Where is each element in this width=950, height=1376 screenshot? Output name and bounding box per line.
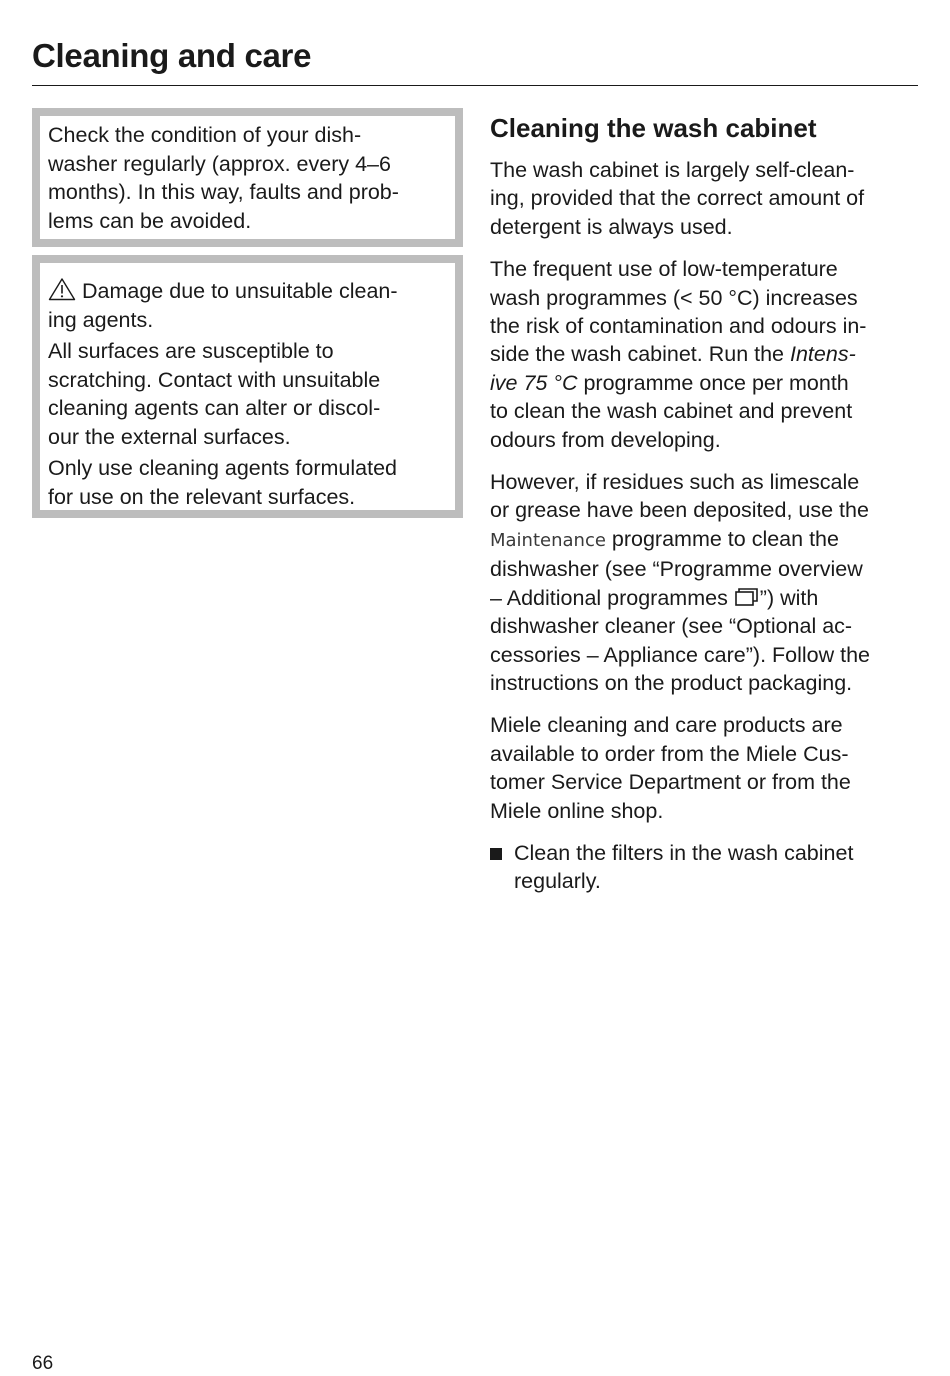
body-paragraph	[490, 255, 922, 454]
body-line: or grease have been deposited, use the	[490, 498, 869, 523]
warning-title	[48, 277, 443, 334]
warning-paragraph	[48, 454, 443, 511]
page-title: Cleaning and care	[32, 37, 312, 74]
body-line: ”) with	[759, 585, 819, 610]
body-line: – Additional programmes	[490, 585, 734, 610]
info-line: lems can be avoided.	[48, 208, 252, 233]
warning-line: scratching. Contact with unsuitable	[48, 367, 381, 392]
info-line: months). In this way, faults and prob-	[48, 180, 399, 204]
warning-line: for use on the relevant surfaces.	[48, 484, 356, 509]
body-line: ing, provided that the correct amount of	[490, 186, 865, 211]
page-number: 66	[32, 1353, 54, 1374]
body-line: programme once per month	[577, 370, 849, 395]
warning-title-line: ing agents.	[48, 307, 154, 332]
section-heading: Cleaning the wash cabinet	[490, 113, 817, 143]
info-box	[32, 108, 463, 247]
body-line: side the wash cabinet. Run the	[490, 342, 790, 367]
info-text	[48, 121, 443, 235]
warning-title-line: Damage due to unsuitable clean-	[82, 279, 398, 303]
right-column	[490, 106, 922, 896]
info-line: Check the condition of your dish-	[48, 123, 362, 147]
body-line: wash programmes (< 50 °C) increases	[490, 285, 858, 310]
body-line: available to order from the Miele Cus-	[490, 741, 849, 766]
body-line: The frequent use of low-temperature	[490, 257, 838, 282]
warning-line: All surfaces are susceptible to	[48, 339, 334, 363]
body-line: programme to clean the	[605, 526, 839, 551]
warning-line: our the external surfaces.	[48, 424, 291, 449]
instruction-line: Clean the filters in the wash cabinet	[514, 840, 854, 865]
title-divider	[32, 85, 918, 86]
body-line: Miele cleaning and care products are	[490, 713, 843, 738]
body-line: Miele online shop.	[490, 798, 664, 823]
warning-triangle-icon	[48, 277, 76, 301]
body-line: instructions on the product packaging.	[490, 670, 853, 695]
warning-line: cleaning agents can alter or discol-	[48, 396, 381, 420]
body-line: odours from developing.	[490, 427, 721, 452]
body-line: dishwasher cleaner (see “Optional ac-	[490, 614, 853, 639]
programme-name: ive 75 °C	[490, 370, 578, 395]
additional-programmes-icon	[734, 586, 760, 608]
body-paragraph	[490, 156, 922, 241]
instruction-line: regularly.	[514, 869, 601, 894]
body-line: detergent is always used.	[490, 214, 733, 239]
display-text-maintenance: Maintenance	[490, 529, 606, 551]
body-line: dishwasher (see “Programme overview	[490, 557, 863, 582]
body-line: the risk of contamination and odours in-	[490, 314, 867, 339]
left-column	[32, 108, 463, 518]
warning-box	[32, 255, 463, 518]
body-line: to clean the wash cabinet and prevent	[490, 399, 853, 424]
info-line: washer regularly (approx. every 4–6	[48, 151, 391, 176]
body-line: tomer Service Department or from the	[490, 770, 851, 795]
warning-paragraph	[48, 337, 443, 451]
body-line: However, if residues such as limescale	[490, 470, 860, 495]
body-line: cessories – Appliance care”). Follow the	[490, 642, 871, 667]
bullet-square-icon	[490, 848, 502, 860]
warning-line: Only use cleaning agents formulated	[48, 456, 397, 480]
body-paragraph	[490, 468, 922, 697]
instruction-item	[490, 839, 922, 896]
programme-name: Intens-	[790, 342, 856, 367]
body-paragraph	[490, 711, 922, 825]
body-line: The wash cabinet is largely self-clean-	[490, 158, 855, 182]
